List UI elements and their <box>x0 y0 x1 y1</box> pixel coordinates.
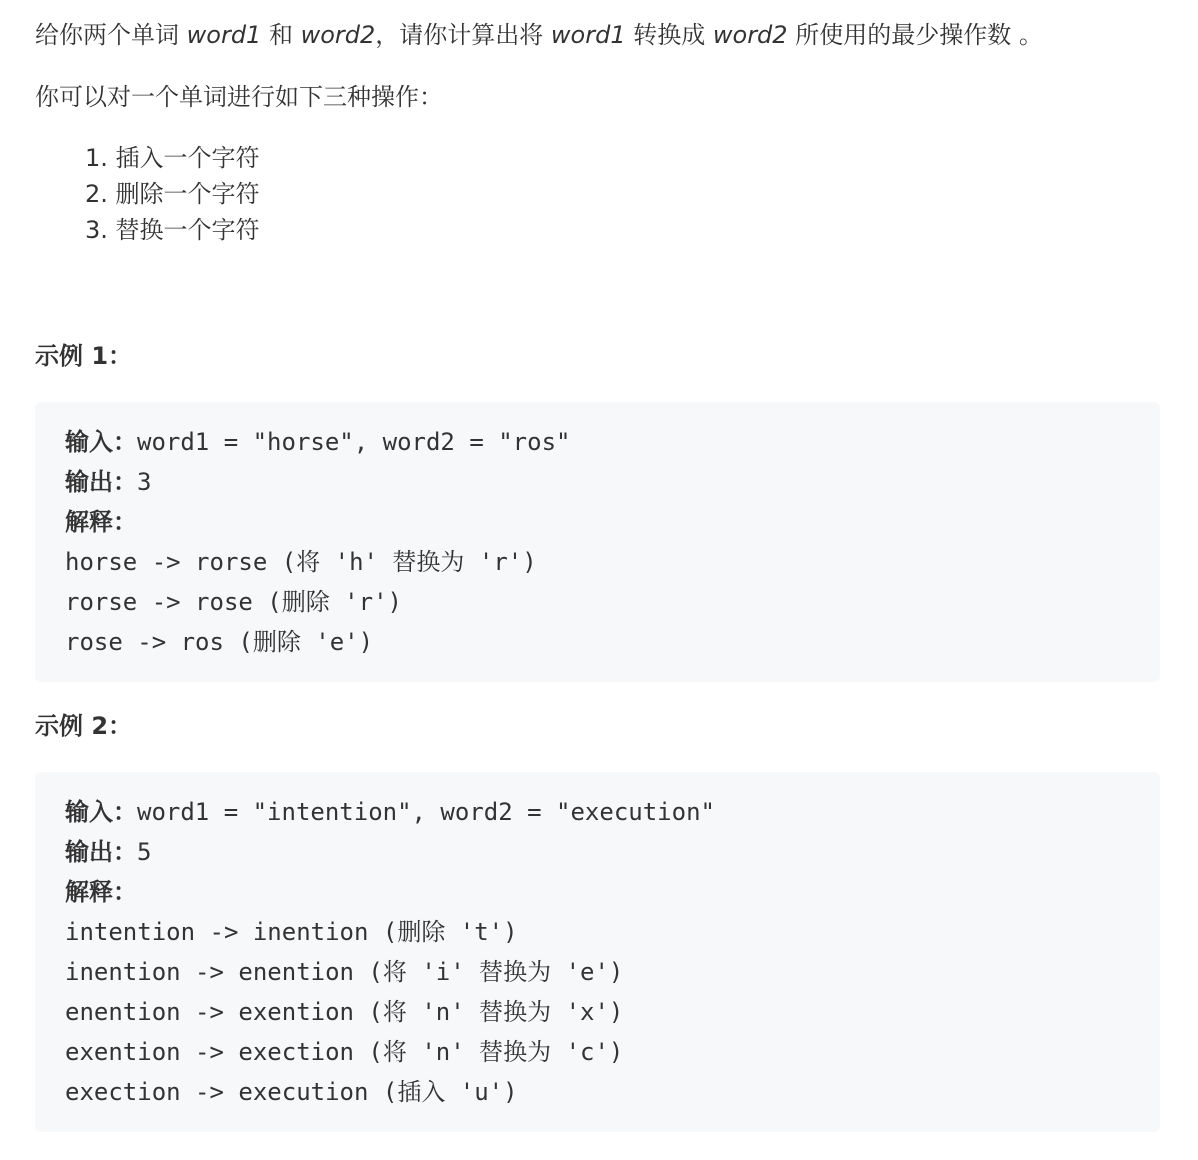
example2-step: inention -> enention (将 'i' 替换为 'e') <box>65 958 624 986</box>
example1-step: rorse -> rose (删除 'r') <box>65 588 402 616</box>
operation-item: 1. 插入一个字符 <box>85 144 260 172</box>
word2-term: word2 <box>712 21 788 49</box>
example2-step: exention -> exection (将 'n' 替换为 'c') <box>65 1038 624 1066</box>
operation-item: 3. 替换一个字符 <box>85 216 260 244</box>
example1-step: rose -> ros (删除 'e') <box>65 628 374 656</box>
example2-input-line: 输入：word1 = "intention", word2 = "execution" <box>65 798 715 826</box>
example1-input-line: 输入：word1 = "horse", word2 = "ros" <box>65 428 571 456</box>
example2-step: enention -> exention (将 'n' 替换为 'x') <box>65 998 624 1026</box>
problem-statement: 给你两个单词 word1 和 word2，请你计算出将 word1 转换成 word2 所使用的最少操作数 。 <box>35 21 1043 49</box>
operation-item: 2. 删除一个字符 <box>85 180 260 208</box>
example2-output-line: 输出：5 <box>65 838 152 866</box>
example1-step: horse -> rorse (将 'h' 替换为 'r') <box>65 548 537 576</box>
operations-intro: 你可以对一个单词进行如下三种操作： <box>35 83 443 111</box>
example1-heading: 示例 1： <box>35 342 133 370</box>
word1-term: word1 <box>186 21 262 49</box>
word2-term: word2 <box>300 21 376 49</box>
example2-code-block <box>35 772 1160 1132</box>
operations-list <box>85 140 260 248</box>
example1-explain-label: 解释： <box>65 508 137 536</box>
example2-heading: 示例 2： <box>35 712 133 740</box>
example1-output-line: 输出：3 <box>65 468 152 496</box>
word1-term: word1 <box>550 21 626 49</box>
example2-explain-label: 解释： <box>65 878 137 906</box>
example2-step: exection -> execution (插入 'u') <box>65 1078 518 1106</box>
example1-code-block <box>35 402 1160 682</box>
example2-step: intention -> inention (删除 't') <box>65 918 518 946</box>
